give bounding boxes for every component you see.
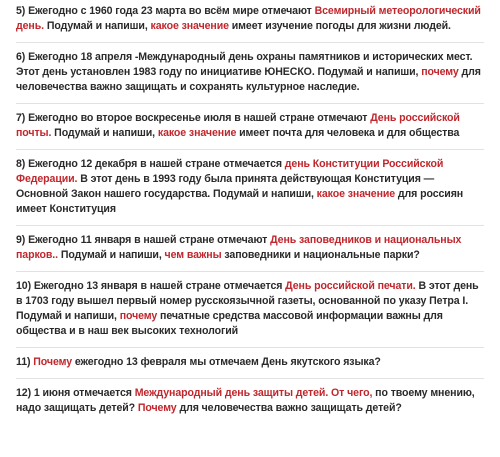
task-list — [16, 4, 484, 416]
task-item-5 — [16, 4, 484, 34]
highlighted-phrase: День российской почты. — [16, 112, 460, 139]
task-text: для россиян имеет Конституция — [16, 188, 464, 215]
task-text: имеет изучение погоды для жизни людей. — [228, 20, 451, 32]
task-text: 8) Ежегодно 12 декабря в нашей стране отмечается — [16, 158, 285, 170]
item-divider — [16, 103, 484, 104]
highlighted-phrase: какое значение — [316, 188, 396, 200]
highlighted-phrase: Международный день защиты детей. — [134, 387, 329, 399]
item-divider — [16, 271, 484, 272]
highlighted-phrase: Почему — [33, 356, 72, 368]
task-text: В этот день в 1703 году вышел первый номер русскоязычной газеты, основанной по указу Петра I. Подумай и напиши, — [16, 280, 479, 322]
task-item-12 — [16, 386, 484, 416]
highlighted-phrase: День заповедников и национальных парков.. — [16, 234, 462, 261]
highlighted-phrase: день Конституции Российской Федерации. — [16, 158, 444, 185]
task-text: по твоему мнению, надо защищать детей? — [16, 387, 475, 414]
task-item-11 — [16, 355, 484, 370]
task-text: 9) Ежегодно 11 января в нашей стране отмечают — [16, 234, 271, 246]
highlighted-phrase: Почему — [137, 402, 177, 414]
task-item-8 — [16, 157, 484, 217]
task-item-7 — [16, 111, 484, 141]
item-divider — [16, 42, 484, 43]
item-divider — [16, 149, 484, 150]
highlighted-phrase: День российской печати. — [285, 280, 416, 292]
highlighted-phrase: какое значение — [157, 127, 237, 139]
item-divider — [16, 225, 484, 226]
task-text: Подумай и напиши, — [43, 20, 151, 32]
task-text: 12) 1 июня отмечается — [16, 387, 135, 399]
highlighted-phrase: какое значение — [150, 20, 229, 32]
item-divider — [16, 378, 484, 379]
task-text: для человечества важно защищать и сохранять культурное наследие. — [16, 66, 481, 93]
task-text: 10) Ежегодно 13 января в нашей стране отмечается — [16, 280, 286, 292]
item-divider — [16, 347, 484, 348]
task-item-9 — [16, 233, 484, 263]
task-text: Подумай и напиши, — [58, 249, 165, 261]
highlighted-phrase: почему — [119, 310, 158, 322]
task-text: Подумай и напиши, — [51, 127, 158, 139]
highlighted-phrase: чем важны — [164, 249, 222, 261]
highlighted-phrase: От чего, — [331, 387, 373, 399]
highlighted-phrase: почему — [421, 66, 459, 78]
task-text: 11) — [16, 356, 34, 368]
task-text: имеет почта для человека и для общества — [236, 127, 460, 139]
task-item-6 — [16, 50, 484, 95]
task-text: для человечества важно защищать детей? — [176, 402, 402, 414]
task-text: ежегодно 13 февраля мы отмечаем День якутского языка? — [72, 356, 381, 368]
task-text: 5) Ежегодно с 1960 года 23 марта во всём мире отмечают — [16, 5, 315, 17]
highlighted-phrase: Всемирный метеорологический день. — [16, 5, 481, 32]
task-text: заповедники и национальные парки? — [221, 249, 420, 261]
task-text: В этот день в 1993 году была принята действующая Конституция — Основной Закон нашего государства. Подумай и напиши, — [16, 173, 435, 200]
task-text: 7) Ежегодно во второе воскресенье июля в нашей стране отмечают — [16, 112, 371, 124]
task-item-10 — [16, 279, 484, 339]
task-text: печатные средства массовой информации важны для общества и в наш век высоких технологий — [16, 310, 443, 337]
task-text: 6) Ежегодно 18 апреля -Международный день охраны памятников и исторических мест. Этот день установлен 1983 году по инициативе ЮНЕСКО. Подумай и напиши, — [16, 51, 473, 78]
